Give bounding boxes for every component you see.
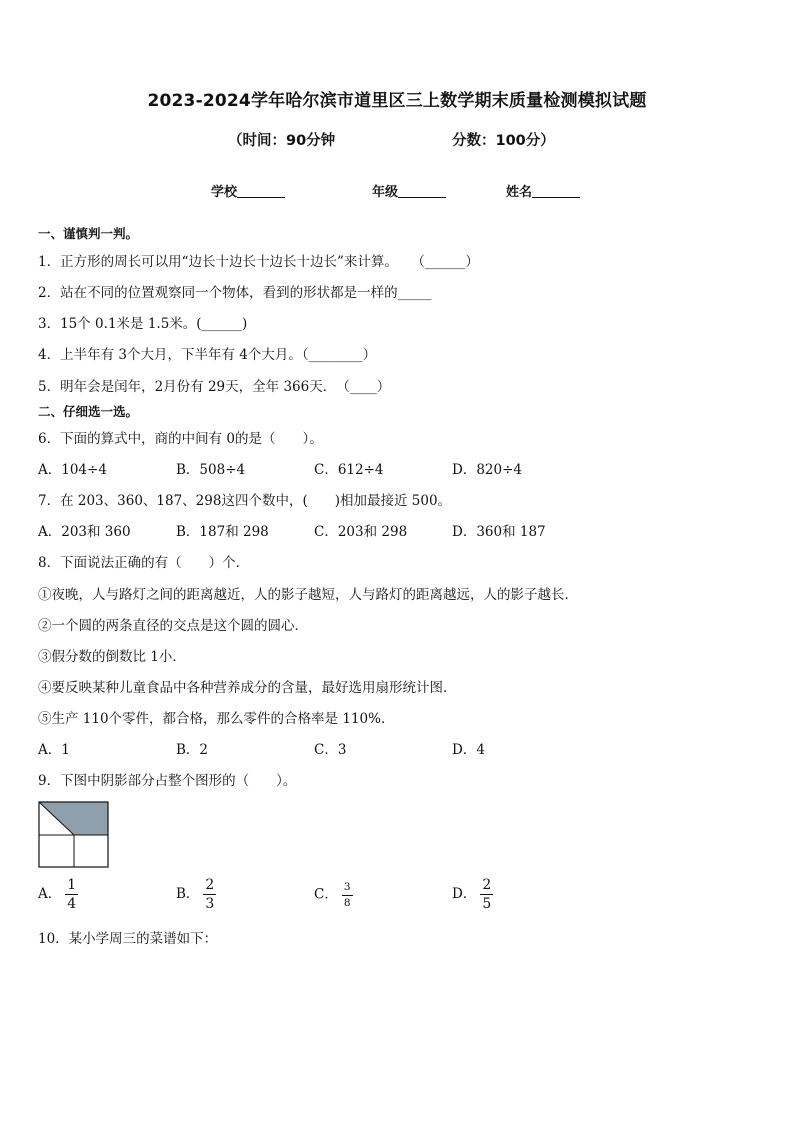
grade-label: 年级: [372, 185, 399, 200]
numerator: 1: [67, 877, 77, 893]
denominator: 3: [205, 896, 215, 912]
q9-option-d: [452, 878, 493, 911]
name-blank: [532, 185, 580, 198]
question-3: 3．15个 0.1米是 1.5米。(______): [38, 316, 248, 332]
question-4: 4．上半年有 3个大月，下半年有 4个大月。（________）: [38, 347, 377, 363]
exam-score: 分数：100分）: [452, 133, 555, 149]
q8-statement-3: ③假分数的倒数比 1小．: [38, 649, 186, 665]
q9-option-d-letter: D．: [452, 886, 477, 902]
q6-option-b: B．508÷4: [176, 462, 246, 478]
school-label: 学校: [211, 185, 238, 200]
question-5: 5．明年会是闰年，2月份有 29天，全年 366天． （____）: [38, 379, 391, 395]
name-label: 姓名: [506, 185, 533, 200]
q9-option-c-letter: C．: [314, 886, 338, 903]
q8-statement-2: ②一个圆的两条直径的交点是这个圆的圆心．: [38, 618, 308, 634]
fraction: [203, 878, 216, 911]
question-1: 1．正方形的周长可以用“边长十边长十边长十边长”来计算。 （______）: [38, 254, 479, 270]
q9-figure: [38, 801, 110, 869]
grade-field: [372, 181, 446, 200]
q6-option-c: C．612÷4: [314, 462, 384, 478]
q8-option-c: C．3: [314, 742, 347, 758]
q9-option-b-letter: B．: [176, 886, 200, 902]
q7-option-d: D．360和 187: [452, 524, 546, 540]
q7-option-a: A．203和 360: [38, 524, 131, 540]
q9-option-a: [38, 878, 78, 911]
q9-option-c: [314, 882, 353, 908]
q6-option-a: A．104÷4: [38, 462, 107, 478]
q8-option-b: B．2: [176, 742, 209, 758]
numerator: 2: [205, 877, 215, 893]
fraction: [480, 878, 493, 911]
q8-option-a: A．1: [38, 742, 70, 758]
q8-statement-1: ①夜晚，人与路灯之间的距离越近，人的影子越短，人与路灯的距离越远，人的影子越长．: [38, 587, 578, 603]
section2-heading: 二、仔细选一选。: [38, 404, 139, 419]
question-2: 2．站在不同的位置观察同一个物体，看到的形状都是一样的_____: [38, 285, 432, 301]
q9-option-b: [176, 878, 216, 911]
fraction: [65, 878, 78, 911]
exam-time: （时间：90分钟: [228, 133, 336, 149]
q7-option-b: B．187和 298: [176, 524, 269, 540]
section1-heading: 一、谨慎判一判。: [38, 226, 139, 241]
numerator: 2: [482, 877, 492, 893]
question-6: 6．下面的算式中，商的中间有 0的是（ ）。: [38, 431, 323, 447]
denominator: 4: [67, 896, 77, 912]
denominator: 8: [343, 896, 351, 909]
fraction: [342, 882, 353, 908]
q8-option-d: D．4: [452, 742, 485, 758]
name-field: [506, 181, 580, 200]
question-10: 10．某小学周三的菜谱如下：: [38, 931, 218, 947]
q6-option-d: D．820÷4: [452, 462, 522, 478]
grade-blank: [398, 185, 446, 198]
shaded-region: [39, 802, 108, 835]
question-7: 7．在 203、360、187、298这四个数中，( )相加最接近 500。: [38, 493, 452, 509]
page-title: 2023-2024学年哈尔滨市道里区三上数学期末质量检测模拟试题: [147, 91, 647, 111]
q7-option-c: C．203和 298: [314, 524, 408, 540]
q8-statement-5: ⑤生产 110个零件，都合格，那么零件的合格率是 110%．: [38, 711, 395, 727]
school-field: [211, 181, 285, 200]
numerator: 3: [342, 882, 353, 896]
q9-option-a-letter: A．: [38, 886, 62, 902]
question-8: 8．下面说法正确的有（ ）个．: [38, 555, 250, 571]
school-blank: [237, 185, 285, 198]
q8-statement-4: ④要反映某种儿童食品中各种营养成分的含量，最好选用扇形统计图．: [38, 680, 457, 696]
denominator: 5: [482, 896, 492, 912]
question-9: 9．下图中阴影部分占整个图形的（ ）。: [38, 773, 297, 789]
